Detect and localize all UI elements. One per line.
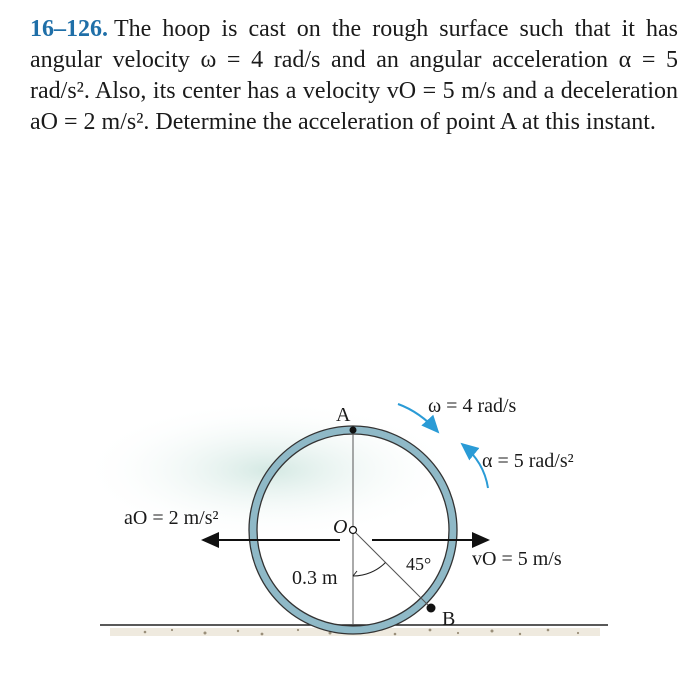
radius-label: 0.3 m	[292, 567, 338, 589]
omega-label: ω = 4 rad/s	[428, 395, 517, 417]
problem-text: The hoop is cast on the rough surface such that it has angular velocity ω = 4 rad/s and an angular acceleration α = 5 rad/s². Also, its center has a velocity vO = 5 m/s and a deceleration aO = 2 m/s². Determine the acceleration of point A at this instant.	[30, 16, 678, 135]
alpha-label: α = 5 rad/s²	[482, 450, 574, 472]
problem-number: 16–126.	[30, 16, 108, 42]
point-a-label: A	[336, 404, 351, 426]
angle-arc	[353, 563, 386, 577]
point-b-marker	[427, 604, 436, 613]
angle-label: 45°	[406, 554, 432, 574]
point-o-marker	[350, 527, 357, 534]
vo-label: vO = 5 m/s	[472, 548, 562, 570]
point-a-marker	[350, 427, 357, 434]
point-o-label: O	[333, 516, 348, 538]
point-b-label: B	[442, 608, 456, 630]
ao-label: aO = 2 m/s²	[124, 507, 219, 529]
angle-tick	[353, 571, 357, 576]
